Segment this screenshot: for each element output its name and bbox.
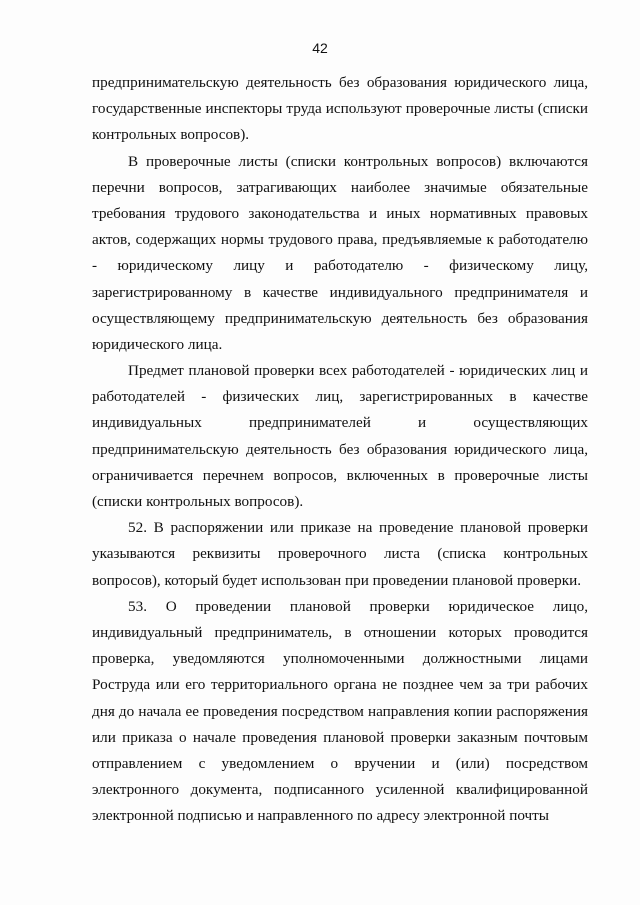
text-line: или приказа о начале проведения плановой проверки заказным почтовым bbox=[92, 728, 588, 746]
text-line: электронного документа, подписанного усиленной квалифицированной bbox=[92, 781, 588, 799]
text-line: 52. В распоряжении или приказе на проведение плановой проверки bbox=[128, 519, 588, 537]
text-line: указываются реквизиты проверочного листа (списка контрольных bbox=[92, 545, 588, 563]
text-line: вопросов), который будет использован при проведении плановой проверки. bbox=[92, 571, 582, 589]
text-line: государственные инспекторы труда используют проверочные листы (списки bbox=[92, 100, 588, 118]
text-line: актов, содержащих нормы трудового права, предъявляемые к работодателю bbox=[92, 231, 588, 249]
text-line: перечни вопросов, затрагивающих наиболее значимые обязательные bbox=[92, 178, 588, 196]
text-line: юридического лица. bbox=[92, 335, 223, 353]
paragraph bbox=[92, 149, 588, 359]
text-line: Роструда или его территориального органа не позднее чем за три рабочих bbox=[92, 676, 588, 694]
text-line: индивидуальных предпринимателей и осуществляющих bbox=[92, 414, 588, 432]
text-line: электронной подписью и направленного по адресу электронной почты bbox=[92, 807, 550, 825]
document-body bbox=[92, 70, 588, 829]
text-line: работодателей - физических лиц, зарегистрированных в качестве bbox=[92, 388, 588, 406]
text-line: Предмет плановой проверки всех работодателей - юридических лиц и bbox=[128, 362, 588, 380]
text-line: В проверочные листы (списки контрольных вопросов) включаются bbox=[128, 152, 588, 170]
text-line: зарегистрированному в качестве индивидуального предпринимателя и bbox=[92, 283, 588, 301]
text-line: дня до начала ее проведения посредством направления копии распоряжения bbox=[92, 702, 588, 720]
text-line: ограничивается перечнем вопросов, включенных в проверочные листы bbox=[92, 466, 588, 484]
text-line: осуществляющему предпринимательскую деятельность без образования bbox=[92, 309, 588, 327]
paragraph bbox=[92, 70, 588, 149]
text-line: отправлением с уведомлением о вручении и (или) посредством bbox=[92, 754, 588, 772]
text-line: индивидуальный предприниматель, в отношении которых проводится bbox=[92, 623, 588, 641]
paragraph bbox=[92, 594, 588, 830]
text-line: проверка, уведомляются уполномоченными должностными лицами bbox=[92, 650, 588, 668]
page-number: 42 bbox=[312, 40, 328, 56]
text-line: требования трудового законодательства и иных нормативных правовых bbox=[92, 204, 588, 222]
text-line: предпринимательскую деятельность без образования юридического лица, bbox=[92, 74, 588, 91]
text-line: 53. О проведении плановой проверки юридическое лицо, bbox=[128, 597, 588, 615]
text-line: предпринимательскую деятельность без образования юридического лица, bbox=[92, 440, 588, 458]
paragraph bbox=[92, 515, 588, 594]
paragraph bbox=[92, 358, 588, 515]
text-line: (списки контрольных вопросов). bbox=[92, 493, 304, 510]
text-line: - юридическому лицу и работодателю - физическому лицу, bbox=[92, 257, 588, 275]
text-line: контрольных вопросов). bbox=[92, 126, 250, 144]
